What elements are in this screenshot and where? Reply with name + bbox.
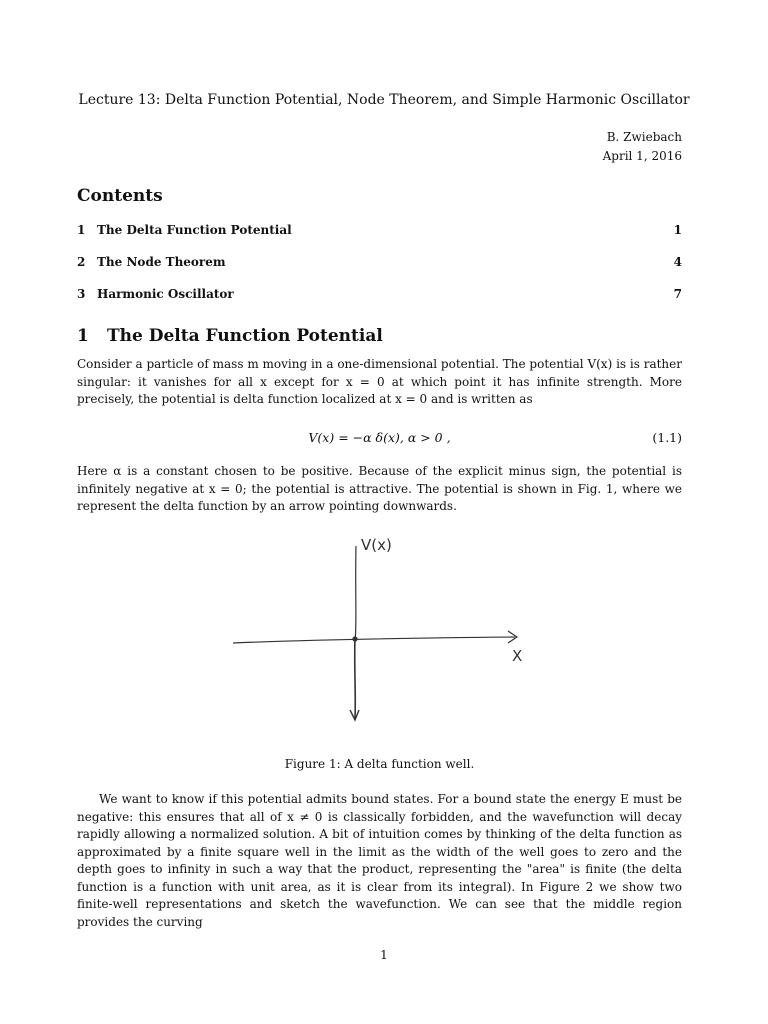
x-axis [233,637,515,643]
equation-1-1 [77,430,682,450]
y-axis [355,546,356,640]
y-axis-label: V(x) [361,536,392,554]
toc-entry[interactable] [77,287,682,301]
equation-body: V(x) = −α δ(x), α > 0 , [308,430,451,445]
paragraph-intro: Consider a particle of mass m moving in a one-dimensional potential. The potential V(x) is is rather singular: it vanishes for all x except for x = 0 at which point it has infinite strength. More precisely, the potential is delta function localized at x = 0 and is written as [77,357,682,406]
toc-entry-number: 1 [77,223,86,237]
section-title: The Delta Function Potential [107,326,383,346]
section-number: 1 [77,326,89,346]
toc-entry-title: Harmonic Oscillator [97,287,234,301]
toc-entry[interactable] [77,223,682,237]
toc-entry-number: 2 [77,255,86,269]
author-block [603,128,682,166]
lecture-title: Lecture 13: Delta Function Potential, Node Theorem, and Simple Harmonic Oscillator [78,92,690,108]
toc-entry-title: The Node Theorem [97,255,226,269]
equation-number: (1.1) [652,430,682,445]
origin-dot [352,636,357,641]
figure-caption: Figure 1: A delta function well. [284,757,475,771]
x-axis-label: X [512,647,523,665]
paragraph-alpha: Here α is a constant chosen to be positive. Because of the explicit minus sign, the potential is infinitely negative at x = 0; the potential is attractive. The potential is shown in Fig. 1, where we represent the delta function by an arrow pointing downwards. [77,464,682,513]
section-heading [77,326,383,346]
contents-heading: Contents [77,186,163,206]
lecture-date: April 1, 2016 [602,149,682,163]
toc-entry[interactable] [77,255,682,269]
delta-arrow [355,638,356,718]
paragraph-bound-states: We want to know if this potential admits bound states. For a bound state the energy E must be negative: this ensures that all of x ≠ 0 is classically forbidden, and the wavefunction will decay rapidly allowing a normalized solution. A bit of intuition comes by thinking of the delta function as approximated by a finite square well in the limit as the width of the well goes to zero and the depth goes to infinity in such a way that the product, representing the "area" is finite (the delta function is a function with unit area, as it is clear from its integral). In Figure 2 we show two finite-well representations and sketch the wavefunction. We can see that the middle region provides the curving [77,792,682,929]
toc-entry-title: The Delta Function Potential [97,223,292,237]
toc-entry-page: 4 [673,255,682,269]
toc-entry-page: 7 [673,287,682,301]
delta-function-figure [225,528,535,728]
page-number: 1 [380,948,388,962]
toc-entry-number: 3 [77,287,86,301]
author-name: B. Zwiebach [606,130,682,144]
toc-entry-page: 1 [673,223,682,237]
